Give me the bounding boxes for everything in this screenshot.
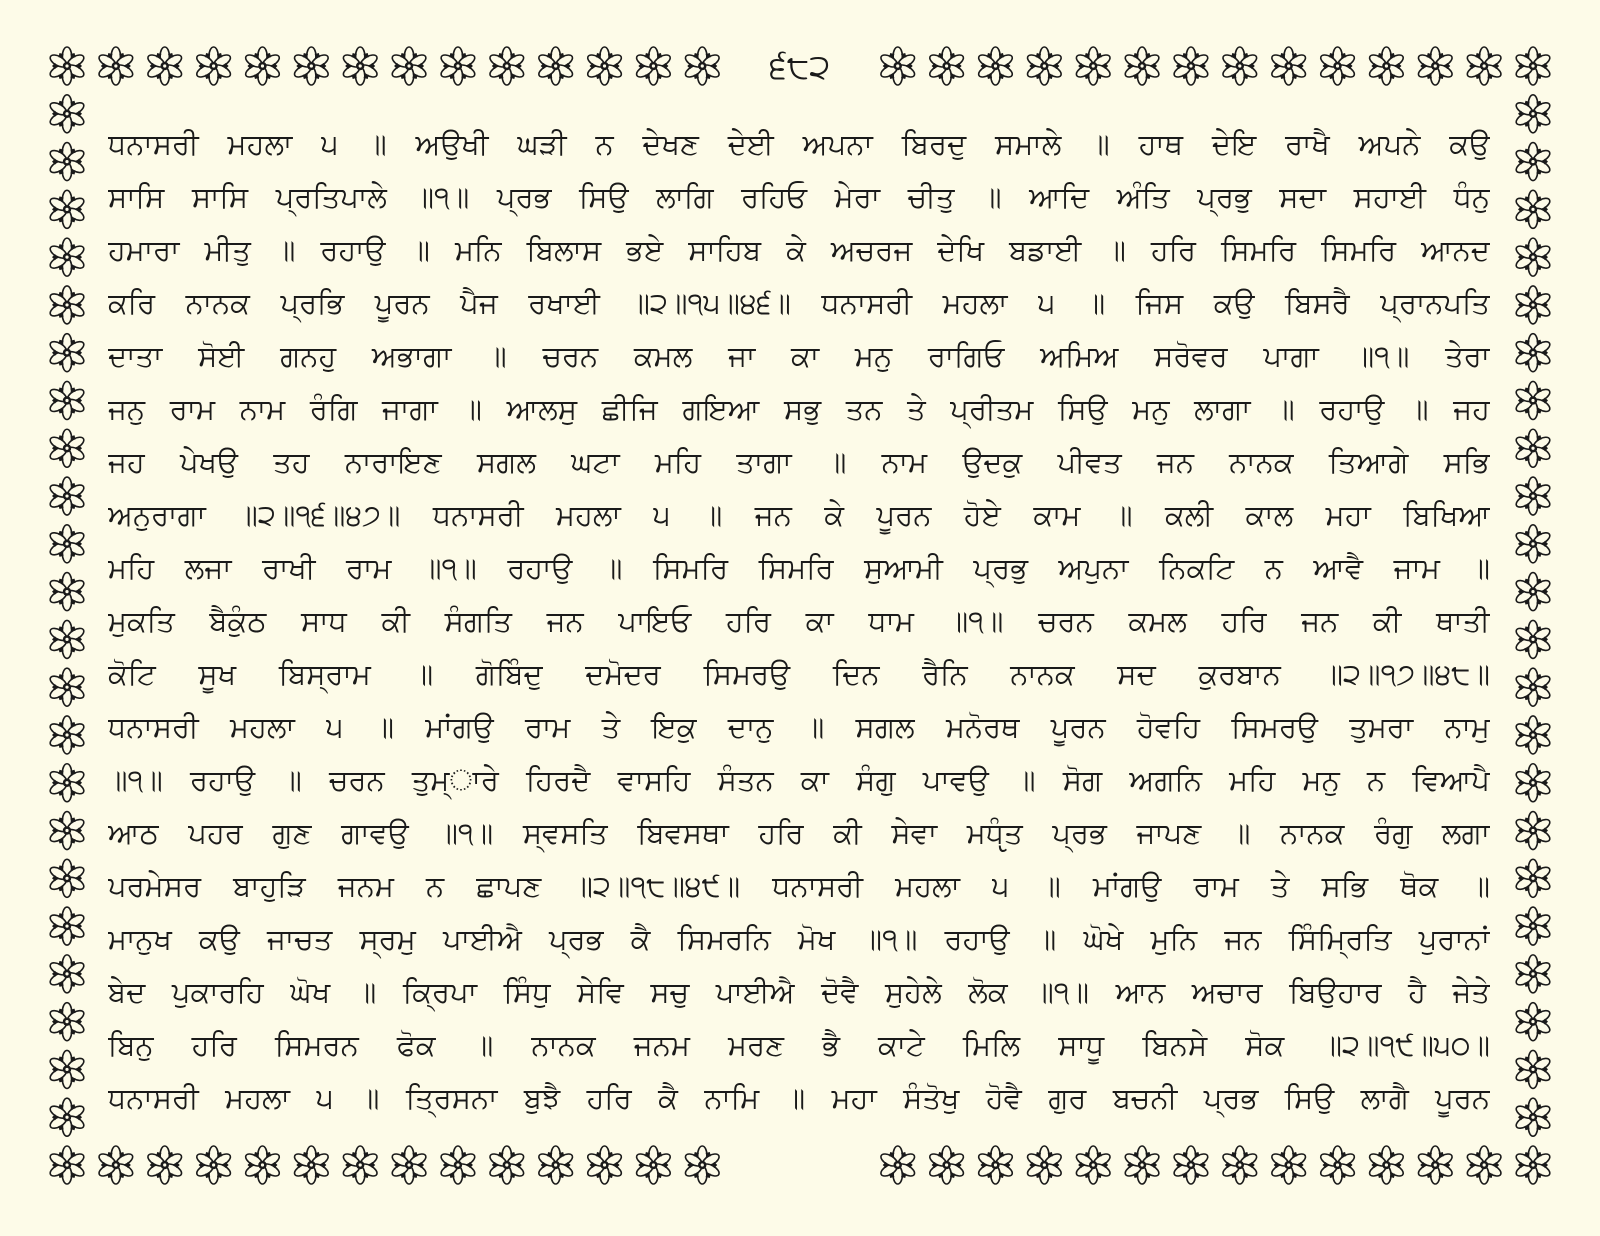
flower-icon [1514,525,1552,563]
flower-icon [1514,1146,1552,1184]
flower-icon [1514,620,1552,658]
flower-icon [48,620,86,658]
text-line: ਧਨਾਸਰੀ ਮਹਲਾ ੫ ॥ ਮਾਂਗਉ ਰਾਮ ਤੇ ਇਕੁ ਦਾਨੁ ॥ ਸਗਲ ਮਨੋਰਥ ਪੂਰਨ ਹੋਵਹਿ ਸਿਮਰਉ ਤੁਮਰਾ ਨਾਮੁ [108,710,1490,744]
flower-icon [1319,1146,1357,1184]
flower-icon [1074,1146,1112,1184]
flower-icon [244,47,282,85]
flower-icon [1026,47,1064,85]
flower-icon [195,47,233,85]
flower-icon [244,1146,282,1184]
flower-icon [1270,1146,1308,1184]
flower-icon [1514,47,1552,85]
flower-icon [48,143,86,181]
flower-icon [293,1146,331,1184]
flower-icon [390,1146,428,1184]
flower-icon [48,1098,86,1136]
text-line: ਸਾਸਿ ਸਾਸਿ ਪ੍ਰਤਿਪਾਲੇ ॥੧॥ ਪ੍ਰਭ ਸਿਉ ਲਾਗਿ ਰਹਿਓ ਮੇਰਾ ਚੀਤੁ ॥ ਆਦਿ ਅੰਤਿ ਪ੍ਰਭੁ ਸਦਾ ਸਹਾਈ ਧੰਨੁ [108,180,1490,214]
flower-icon [390,47,428,85]
flower-icon [48,477,86,515]
text-line: ਮਹਿ ਲਜਾ ਰਾਖੀ ਰਾਮ ॥੧॥ ਰਹਾਉ ॥ ਸਿਮਰਿ ਸਿਮਰਿ ਸੁਆਮੀ ਪ੍ਰਭੁ ਅਪੁਨਾ ਨਿਕਟਿ ਨ ਆਵੈ ਜਾਮ ॥ [108,551,1490,585]
flower-icon [586,47,624,85]
flower-icon [439,1146,477,1184]
text-line: ਕਰਿ ਨਾਨਕ ਪ੍ਰਭਿ ਪੂਰਨ ਪੈਜ ਰਖਾਈ ॥੨॥੧੫॥੪੬॥ ਧਨਾਸਰੀ ਮਹਲਾ ੫ ॥ ਜਿਸ ਕਉ ਬਿਸਰੈ ਪ੍ਰਾਨਪਤਿ [108,286,1490,320]
flower-icon [977,47,1015,85]
flower-icon [1172,1146,1210,1184]
flower-icon [195,1146,233,1184]
flower-icon [1514,1003,1552,1041]
flower-icon [1514,907,1552,945]
flower-icon [1514,143,1552,181]
text-line: ਬੇਦ ਪੁਕਾਰਹਿ ਘੋਖ ॥ ਕ੍ਰਿਪਾ ਸਿੰਧੁ ਸੇਵਿ ਸਚੁ ਪਾਈਐ ਦੋਵੈ ਸੁਹੇਲੇ ਲੋਕ ॥੧॥ ਆਨ ਅਚਾਰ ਬਿਉਹਾਰ ਹੈ ਜੇਤੇ [108,975,1490,1009]
flower-icon [1514,1050,1552,1088]
flower-icon [1514,95,1552,133]
flower-icon [341,1146,379,1184]
flower-icon [1514,764,1552,802]
flower-icon [48,286,86,324]
flower-icon [48,1146,86,1184]
flower-icon [928,1146,966,1184]
flower-icon [48,764,86,802]
flower-icon [1368,1146,1406,1184]
flower-icon [977,1146,1015,1184]
flower-icon [1123,47,1161,85]
flower-icon [1514,334,1552,372]
flower-icon [48,381,86,419]
flower-icon [1514,477,1552,515]
flower-icon [1417,1146,1455,1184]
flower-icon [341,47,379,85]
text-line: ਅਨੁਰਾਗਾ ॥੨॥੧੬॥੪੭॥ ਧਨਾਸਰੀ ਮਹਲਾ ੫ ॥ ਜਨ ਕੇ ਪੂਰਨ ਹੋਏ ਕਾਮ ॥ ਕਲੀ ਕਾਲ ਮਹਾ ਬਿਖਿਆ [108,498,1490,532]
text-line: ਬਿਨੁ ਹਰਿ ਸਿਮਰਨ ਫੋਕ ॥ ਨਾਨਕ ਜਨਮ ਮਰਣ ਭੈ ਕਾਟੇ ਮਿਲਿ ਸਾਧੂ ਬਿਨਸੇ ਸੋਕ ॥੨॥੧੯॥੫੦॥ [108,1028,1490,1062]
flower-icon [537,47,575,85]
flower-icon [48,1003,86,1041]
flower-icon [488,1146,526,1184]
flower-icon [48,238,86,276]
text-line: ॥੧॥ ਰਹਾਉ ॥ ਚਰਨ ਤੁਮ੍ਾਰੇ ਹਿਰਦੈ ਵਾਸਹਿ ਸੰਤਨ ਕਾ ਸੰਗੁ ਪਾਵਉ ॥ ਸੋਗ ਅਗਨਿ ਮਹਿ ਮਨੁ ਨ ਵਿਆਪੈ [108,763,1490,797]
flower-icon [1514,381,1552,419]
flower-icon [1514,1098,1552,1136]
flower-icon [635,47,673,85]
flower-icon [879,47,917,85]
flower-icon [48,812,86,850]
flower-icon [1514,955,1552,993]
flower-icon [1514,190,1552,228]
flower-icon [586,1146,624,1184]
flower-icon [48,334,86,372]
text-line: ਧਨਾਸਰੀ ਮਹਲਾ ੫ ॥ ਤ੍ਰਿਸਨਾ ਬੁਝੈ ਹਰਿ ਕੈ ਨਾਮਿ ॥ ਮਹਾ ਸੰਤੋਖੁ ਹੋਵੈ ਗੁਰ ਬਚਨੀ ਪ੍ਰਭ ਸਿਉ ਲਾਗੈ ਪੂਰਨ [108,1081,1490,1115]
flower-icon [48,907,86,945]
flower-icon [1514,812,1552,850]
flower-icon [1270,47,1308,85]
flower-icon [439,47,477,85]
flower-icon [537,1146,575,1184]
flower-icon [1514,668,1552,706]
flower-icon [1368,47,1406,85]
flower-icon [48,716,86,754]
flower-icon [48,859,86,897]
text-line: ਧਨਾਸਰੀ ਮਹਲਾ ੫ ॥ ਅਉਖੀ ਘੜੀ ਨ ਦੇਖਣ ਦੇਈ ਅਪਨਾ ਬਿਰਦੁ ਸਮਾਲੇ ॥ ਹਾਥ ਦੇਇ ਰਾਖੈ ਅਪਨੇ ਕਉ [108,127,1490,161]
flower-icon [48,95,86,133]
flower-icon [97,1146,135,1184]
text-line: ਪਰਮੇਸਰ ਬਾਹੁੜਿ ਜਨਮ ਨ ਛਾਪਣ ॥੨॥੧੮॥੪੯॥ ਧਨਾਸਰੀ ਮਹਲਾ ੫ ॥ ਮਾਂਗਉ ਰਾਮ ਤੇ ਸਭਿ ਥੋਕ ॥ [108,869,1490,903]
flower-icon [928,47,966,85]
flower-icon [1221,47,1259,85]
flower-icon [1465,1146,1503,1184]
text-line: ਹਮਾਰਾ ਮੀਤੁ ॥ ਰਹਾਉ ॥ ਮਨਿ ਬਿਲਾਸ ਭਏ ਸਾਹਿਬ ਕੇ ਅਚਰਜ ਦੇਖਿ ਬਡਾਈ ॥ ਹਰਿ ਸਿਮਰਿ ਸਿਮਰਿ ਆਨਦ [108,233,1490,267]
flower-icon [684,47,722,85]
flower-icon [1514,573,1552,611]
flower-icon [146,1146,184,1184]
text-line: ਜਹ ਪੇਖਉ ਤਹ ਨਾਰਾਇਣ ਸਗਲ ਘਟਾ ਮਹਿ ਤਾਗਾ ॥ ਨਾਮ ਉਦਕੁ ਪੀਵਤ ਜਨ ਨਾਨਕ ਤਿਆਗੇ ਸਭਿ [108,445,1490,479]
page-number: ੬੮੨ [745,42,855,92]
flower-icon [48,668,86,706]
flower-icon [97,47,135,85]
flower-icon [684,1146,722,1184]
text-line: ਕੋਟਿ ਸੂਖ ਬਿਸ੍ਰਾਮ ॥ ਗੋਬਿੰਦੁ ਦਮੋਦਰ ਸਿਮਰਉ ਦਿਨ ਰੈਨਿ ਨਾਨਕ ਸਦ ਕੁਰਬਾਨ ॥੨॥੧੭॥੪੮॥ [108,657,1490,691]
flower-icon [1514,716,1552,754]
flower-icon [1221,1146,1259,1184]
flower-icon [48,573,86,611]
flower-icon [48,955,86,993]
text-line: ਮੁਕਤਿ ਬੈਕੁੰਠ ਸਾਧ ਕੀ ਸੰਗਤਿ ਜਨ ਪਾਇਓ ਹਰਿ ਕਾ ਧਾਮ ॥੧॥ ਚਰਨ ਕਮਲ ਹਰਿ ਜਨ ਕੀ ਥਾਤੀ [108,604,1490,638]
flower-icon [48,1050,86,1088]
flower-icon [1074,47,1112,85]
flower-icon [48,429,86,467]
scripture-text [108,118,1490,1125]
flower-icon [48,190,86,228]
flower-icon [1514,859,1552,897]
flower-icon [48,47,86,85]
flower-icon [879,1146,917,1184]
flower-icon [1514,429,1552,467]
flower-icon [635,1146,673,1184]
flower-icon [293,47,331,85]
flower-icon [48,525,86,563]
flower-icon [488,47,526,85]
flower-icon [1417,47,1455,85]
text-line: ਜਨੁ ਰਾਮ ਨਾਮ ਰੰਗਿ ਜਾਗਾ ॥ ਆਲਸੁ ਛੀਜਿ ਗਇਆ ਸਭੁ ਤਨ ਤੇ ਪ੍ਰੀਤਮ ਸਿਉ ਮਨੁ ਲਾਗਾ ॥ ਰਹਾਉ ॥ ਜਹ [108,392,1490,426]
text-line: ਦਾਤਾ ਸੋਈ ਗਨਹੁ ਅਭਾਗਾ ॥ ਚਰਨ ਕਮਲ ਜਾ ਕਾ ਮਨੁ ਰਾਗਿਓ ਅਮਿਅ ਸਰੋਵਰ ਪਾਗਾ ॥੧॥ ਤੇਰਾ [108,339,1490,373]
flower-icon [1123,1146,1161,1184]
flower-icon [1514,286,1552,324]
flower-icon [1514,238,1552,276]
flower-icon [1172,47,1210,85]
flower-icon [1319,47,1357,85]
text-line: ਮਾਨੁਖ ਕਉ ਜਾਚਤ ਸ੍ਰਮੁ ਪਾਈਐ ਪ੍ਰਭ ਕੈ ਸਿਮਰਨਿ ਮੋਖ ॥੧॥ ਰਹਾਉ ॥ ਘੋਖੇ ਮੁਨਿ ਜਨ ਸਿੰਮ੍ਰਿਤਿ ਪੁਰਾਨਾਂ [108,922,1490,956]
flower-icon [146,47,184,85]
flower-icon [1026,1146,1064,1184]
flower-icon [1465,47,1503,85]
text-line: ਆਠ ਪਹਰ ਗੁਣ ਗਾਵਉ ॥੧॥ ਸ੍ਵਸਤਿ ਬਿਵਸਥਾ ਹਰਿ ਕੀ ਸੇਵਾ ਮਧੵੰਤ ਪ੍ਰਭ ਜਾਪਣ ॥ ਨਾਨਕ ਰੰਗੁ ਲਗਾ [108,816,1490,850]
